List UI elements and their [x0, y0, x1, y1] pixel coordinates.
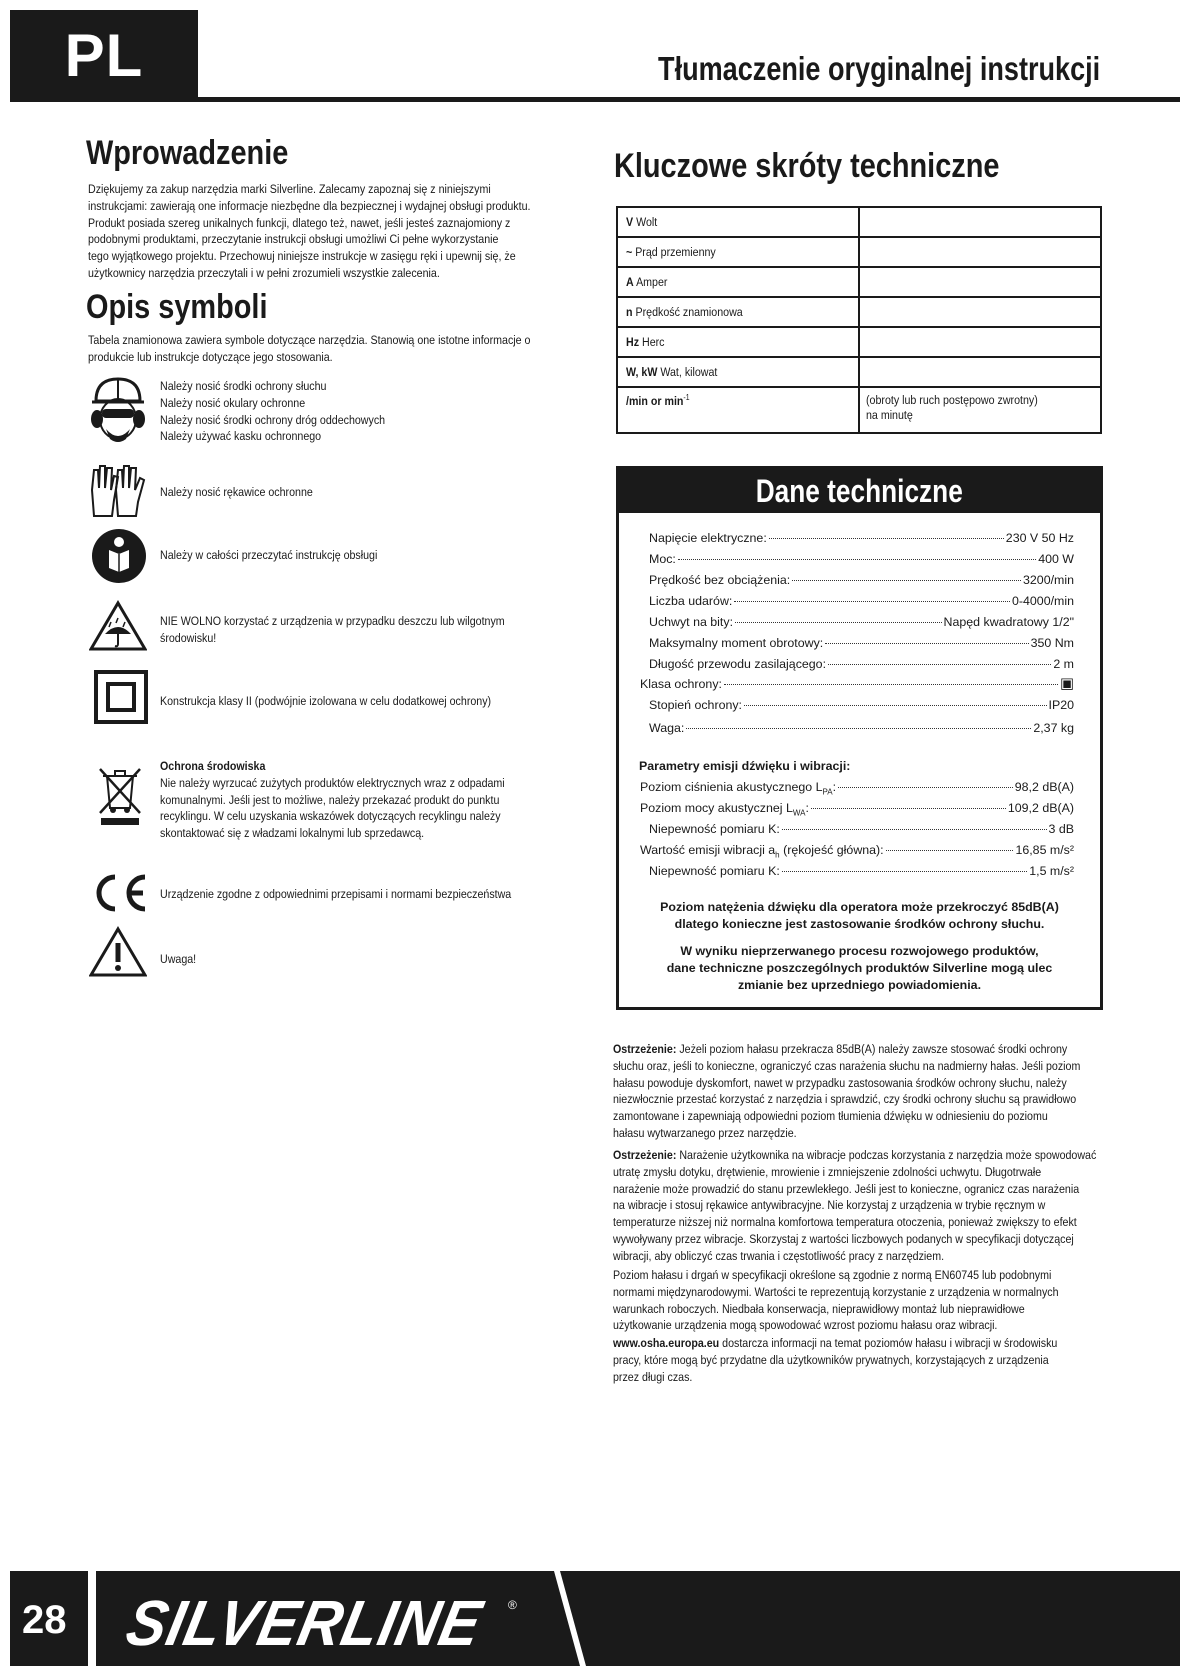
emission-title: Parametry emisji dźwięku i wibracji:: [639, 759, 851, 773]
spec-row: Niepewność pomiaru K: 1,5 m/s²: [649, 864, 1074, 878]
class-ii-icon: ▣: [1059, 675, 1074, 692]
registered-mark: ®: [508, 1598, 517, 1612]
vibration-warning: Ostrzeżenie: Narażenie użytkownika na wibracje podczas korzystania z narzędzia może spowodować utratę zmysłu dotyku, drętwienie, mrowienie i zmniejszenie zdolności uchwytu. Długotrwałe narażenie może prowadzić do stanu przewlekłego. Jeśli jest to konieczne, ogranicz czas narażenia na wibracje i stosuj rękawice antywibracyjne. Nie korzystaj z urządzenia w trybie ręcznym w temperaturze niższej niż normalna komfortowa temperatura otoczenia, ponieważ zwiększy to efekt wywoływany przez wibracje. Skorzystaj z wartości liczbowych podanych w specyfikacji dotyczącej wibracji, aby obliczyć czas trwania i częstotliwość pracy z narzędziem.: [613, 1148, 1097, 1263]
footer-separator: [88, 1571, 96, 1666]
spec-change-note: W wyniku nieprzerwanego procesu rozwojowego produktów, dane techniczne poszczególnych produktów Silverline mogą ulec zmianie bez uprzedniego powiadomienia.: [666, 944, 1053, 992]
tech-heading: Dane techniczne: [755, 472, 964, 509]
spec-row: Poziom ciśnienia akustycznego $L_{PA}$: 98,2 dB(A): [640, 780, 1074, 796]
table-row: ~ Prąd przemienny: [618, 238, 1100, 268]
tech-heading-bar: [619, 469, 1100, 513]
standards-paragraph: Poziom hałasu i drgań w specyfikacji określone są zgodnie z normą EN60745 lub podobnymi normami międzynarodowymi. Wartości te reprezentują korzystanie z urządzenia w normalnych warunkach roboczych. Niedbała konserwacja, nieprawidłowy montaż lub nieprawidłowe użytkowanie urządzenia mogą spowodować wzrost poziomu hałasu oraz wibracji.: [613, 1268, 1059, 1333]
spec-row: Waga: 2,37 kg: [649, 721, 1074, 735]
spec-row: Stopień ochrony: IP20: [649, 698, 1074, 712]
intro-paragraph: Dziękujemy za zakup narzędzia marki Silverline. Zalecamy zapoznaj się z niniejszymi instrukcjami: zawierają one informacje niezbędne dla bezpiecznej i wydajnej obsługi produktu. Produkt posiada szereg unikalnych funkcji, dlatego też, nawet, jeśli jesteś zaznajomiony z podobnymi produktami, przeczytanie instrukcji obsługi umożliwi Ci pełne wykorzystanie tego wyjątkowego projektu. Przechowuj niniejsze instrukcje w zasięgu ręki i upewnij się, że użytkownicy narzędzia przeczytali i w pełni zrozumieli wszystkie zalecenia.: [88, 182, 531, 280]
spec-row: Prędkość bez obciążenia: 3200/min: [649, 573, 1074, 587]
technical-data-box: [616, 466, 1103, 1010]
environment-text: Ochrona środowiska Nie należy wyrzucać zużytych produktów elektrycznych wraz z odpadami komunalnymi. Jeśli jest to możliwe, należy przekazać produkt do punktu recyklingu. W celu uzyskania wskazówek dotyczących recyklingu należy skontaktować się z władzami lokalnymi lub sprzedawcą.: [160, 759, 505, 841]
spec-row: Poziom mocy akustycznej $L_{WA}$: 109,2 dB(A): [640, 801, 1074, 817]
spec-row: Maksymalny moment obrotowy: 350 Nm: [649, 636, 1074, 650]
rain-text: NIE WOLNO korzystać z urządzenia w przypadku deszczu lub wilgotnym środowisku!: [160, 614, 505, 645]
page-number: 28: [22, 1598, 67, 1642]
weee-bin-icon: [97, 766, 143, 826]
spec-row: Niepewność pomiaru K: 3 dB: [649, 822, 1074, 836]
header-rule: [10, 97, 1180, 102]
intro-heading: Wprowadzenie: [86, 134, 289, 172]
osha-paragraph: www.osha.europa.eu dostarcza informacji na temat poziomów hałasu i wibracji w środowisku pracy, które mogą być przydatne dla użytkowników prywatnych, korzystających z urządzenia przez długi czas.: [613, 1336, 1058, 1384]
footer-stripe-icon: [550, 1571, 590, 1666]
table-row: V Wolt: [618, 208, 1100, 238]
language-tab: PL: [10, 10, 198, 100]
table-row: A Amper: [618, 268, 1100, 298]
abbreviations-table: [616, 206, 1102, 434]
noise-warning: Ostrzeżenie: Jeżeli poziom hałasu przekracza 85dB(A) należy zawsze stosować środki ochrony słuchu oraz, jeśli to konieczne, ograniczyć czas narażenia słuchu na nadmierny hałas. Jeśli poziom hałasu powoduje dyskomfort, nawet w przypadku zastosowania środków ochrony słuchu, należy niezwłocznie przestać korzystać z narzędzia i sprawdzić, czy środki ochrony słuchu są prawidłowo zamontowane i zapewniają odpowiedni poziom tłumienia dźwięku w odniesieniu do poziomu hałasu wytwarzanego przez narzędzie.: [613, 1042, 1081, 1140]
read-manual-icon: [91, 528, 147, 584]
spec-row: Długość przewodu zasilającego: 2 m: [649, 657, 1074, 671]
osha-link[interactable]: www.osha.europa.eu: [613, 1336, 720, 1350]
table-row: /min or $\min^{-1}$ (obroty lub ruch postępowo zwrotny) na minutę: [618, 388, 1100, 432]
gloves-icon: [88, 460, 150, 518]
hearing-note: Poziom natężenia dźwięku dla operatora może przekroczyć 85dB(A) dlatego konieczne jest zastosowanie środków ochrony słuchu.: [660, 900, 1059, 931]
abbr-heading: Kluczowe skróty techniczne: [614, 147, 1000, 185]
brand-logo: SILVERLINE: [120, 1587, 489, 1659]
symbols-intro: Tabela znamionowa zawiera symbole dotyczące narzędzia. Stanowią one istotne informacje o produkcie lub instrukcje dotyczące jego stosowania.: [88, 333, 531, 364]
no-rain-warning-icon: [89, 600, 147, 652]
table-row: Hz Herc: [618, 328, 1100, 358]
spec-row: Moc: 400 W: [649, 552, 1074, 566]
table-row: n Prędkość znamionowa: [618, 298, 1100, 328]
spec-row: Napięcie elektryczne: 230 V 50 Hz: [649, 531, 1074, 545]
warning-triangle-icon: [89, 926, 147, 978]
spec-row: Klasa ochrony: ▣: [640, 675, 1074, 692]
ppe-head-icon: [90, 375, 146, 447]
spec-row: Wartość emisji wibracji $a_h$ (rękojeść główna): 16,85 m/s²: [640, 843, 1074, 859]
class-ii-text: Konstrukcja klasy II (podwójnie izolowana w celu dodatkowej ochrony): [160, 694, 492, 708]
spec-row: Liczba udarów: 0-4000/min: [649, 594, 1074, 608]
manual-text: Należy w całości przeczytać instrukcję obsługi: [160, 548, 378, 562]
gloves-text: Należy nosić rękawice ochronne: [160, 485, 313, 499]
page-title: Tłumaczenie oryginalnej instrukcji: [657, 50, 1100, 87]
ce-mark-icon: [89, 873, 149, 913]
table-row: W, kW Wat, kilowat: [618, 358, 1100, 388]
ppe-text: Należy nosić środki ochrony słuchu Należy nosić okulary ochronne Należy nosić środki ochrony dróg oddechowych Należy używać kasku ochronnego: [160, 379, 386, 444]
spec-row: Uchwyt na bity: Napęd kwadratowy 1/2": [649, 615, 1074, 629]
warning-text: Uwaga!: [160, 952, 197, 966]
ce-text: Urządzenie zgodne z odpowiednimi przepisami i normami bezpieczeństwa: [160, 887, 512, 901]
symbols-heading: Opis symboli: [86, 288, 268, 326]
class-ii-icon: [94, 670, 148, 724]
